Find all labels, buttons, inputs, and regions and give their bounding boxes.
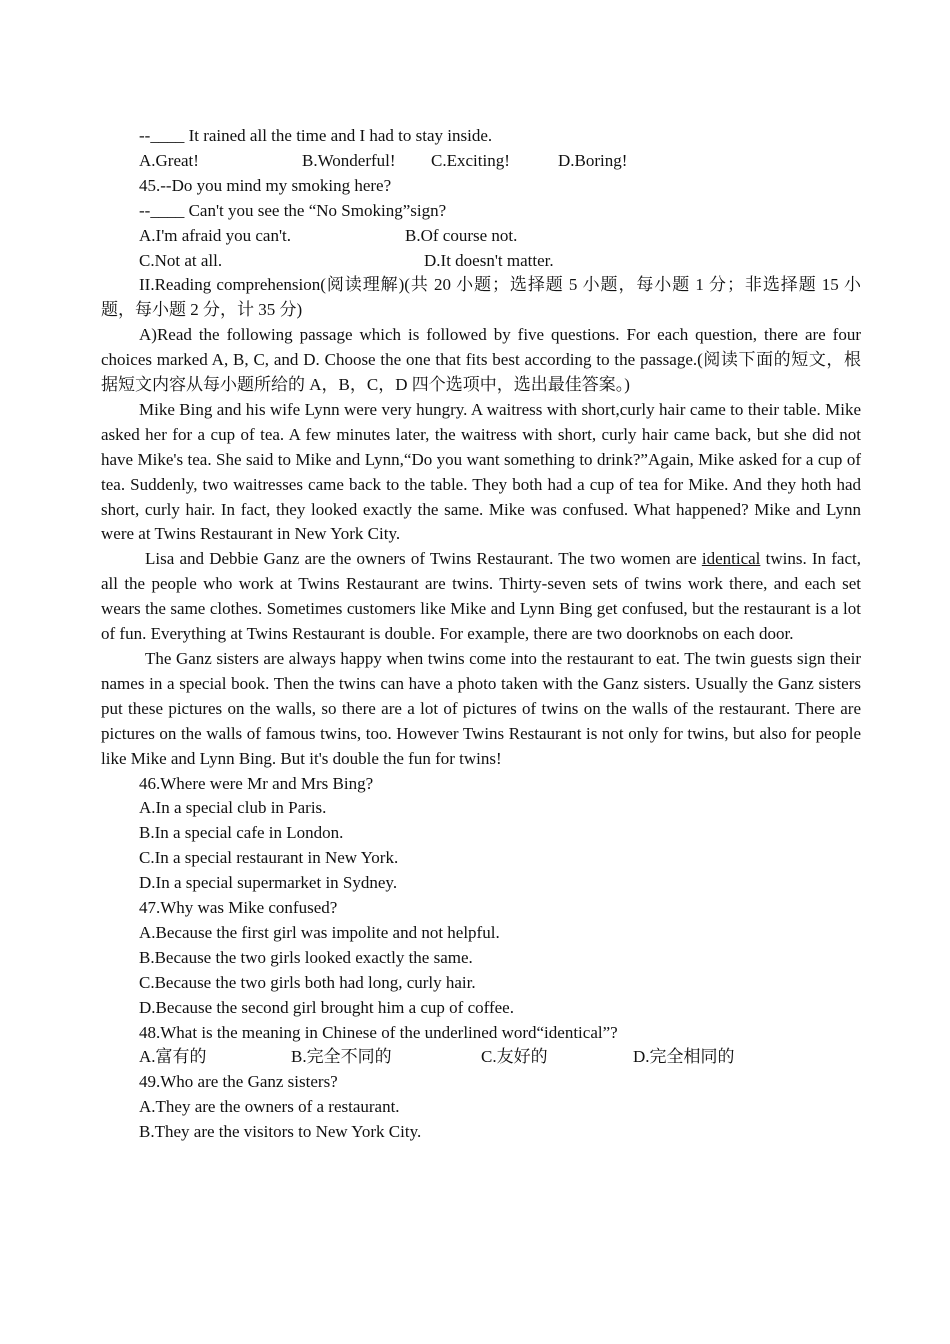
q48-option-b[interactable]: B.完全不同的 xyxy=(291,1047,392,1067)
passage-p2-after: twins. In fact, all the people who work at Twins Restaurant are twins. Thirty-seven sets of twins work there, and each set wears the same clothes. Sometimes customers like Mike and Lynn Bing get confused, but the restaurant is a lot of fun. Everything at Twins Restaurant is double. For example, there are two doorknobs on each door. xyxy=(101,549,861,644)
part-a-instructions: A)Read the following passage which is followed by five questions. For each question, there are four choices marked A, B, C, and D. Choose the one that fits best according to the passage.(阅读下面的短文，根据短文内容从每小题所给的 A，B，C，D 四个选项中，选出最佳答案。) xyxy=(101,325,861,395)
q48-option-a[interactable]: A.富有的 xyxy=(139,1047,207,1067)
q44-reply: --____ It rained all the time and I had to stay inside. xyxy=(139,126,493,145)
q46-option-a[interactable]: A.In a special club in Paris. xyxy=(139,798,327,818)
q47-stem: 47.Why was Mike confused? xyxy=(139,898,338,918)
passage-paragraph-2 xyxy=(101,547,861,647)
q47-option-d[interactable]: D.Because the second girl brought him a cup of coffee. xyxy=(139,997,514,1017)
q44-option-a[interactable]: A.Great! xyxy=(139,150,199,170)
q44-options xyxy=(101,149,861,174)
q46-option-d[interactable]: D.In a special supermarket in Sydney. xyxy=(139,873,398,893)
q44-option-c[interactable]: C.Exciting! xyxy=(431,150,510,170)
q45-stem: 45.--Do you mind my smoking here? xyxy=(139,175,392,195)
q45-option-a[interactable]: A.I'm afraid you can't. xyxy=(139,225,291,245)
exam-page xyxy=(101,124,861,1145)
q48-option-d[interactable]: D.完全相同的 xyxy=(633,1047,735,1067)
q48-option-c[interactable]: C.友好的 xyxy=(481,1047,548,1067)
q45-options-row1 xyxy=(101,224,861,249)
q45-option-d[interactable]: D.It doesn't matter. xyxy=(424,250,554,270)
passage-paragraph-1: Mike Bing and his wife Lynn were very hungry. A waitress with short,curly hair came to their table. Mike asked her for a cup of tea. A few minutes later, the waitress with short, curly hair came back, but she did not have Mike's tea. She said to Mike and Lynn,“Do you want something to drink?”Again, Mike asked for a cup of tea. Suddenly, two waitresses came back to the table. They both had a cup of tea for Mike. And they hoth had short, curly hair. In fact, they looked exactly the same. Mike was confused. What happened? Mike and Lynn were at Twins Restaurant in New York City. xyxy=(101,399,861,544)
q47-option-a[interactable]: A.Because the first girl was impolite and not helpful. xyxy=(139,922,500,942)
q49-stem: 49.Who are the Ganz sisters? xyxy=(139,1072,338,1092)
q44-option-d[interactable]: D.Boring! xyxy=(558,150,628,170)
q49-option-a[interactable]: A.They are the owners of a restaurant. xyxy=(139,1097,400,1117)
q45-option-c[interactable]: C.Not at all. xyxy=(139,250,223,270)
q48-stem: 48.What is the meaning in Chinese of the underlined word“identical”? xyxy=(139,1022,618,1042)
q49-option-b[interactable]: B.They are the visitors to New York City. xyxy=(139,1122,422,1142)
q45-options-row2 xyxy=(101,249,861,274)
section-heading: II.Reading comprehension(阅读理解)(共 20 小题；选择题 5 小题，每小题 1 分；非选择题 15 小题，每小题 2 分，计 35 分) xyxy=(101,275,861,320)
q46-option-c[interactable]: C.In a special restaurant in New York. xyxy=(139,848,399,868)
q47-option-b[interactable]: B.Because the two girls looked exactly the same. xyxy=(139,947,473,967)
passage-paragraph-3: The Ganz sisters are always happy when twins come into the restaurant to eat. The twin guests sign their names in a special book. Then the twins can have a photo taken with the Ganz sisters. Usually the Ganz sisters put these pictures on the walls, so there are a lot of pictures of twins on the walls of the restaurant. There are pictures on the walls of famous twins, too. However Twins Restaurant is not only for twins, but also for people like Mike and Lynn Bing. But it's double the fun for twins! xyxy=(101,648,861,768)
q46-option-b[interactable]: B.In a special cafe in London. xyxy=(139,823,344,843)
passage-p2-before: Lisa and Debbie Ganz are the owners of Twins Restaurant. The two women are xyxy=(145,549,702,569)
q45-option-b[interactable]: B.Of course not. xyxy=(405,225,518,245)
q45-reply: --____ Can't you see the “No Smoking”sign? xyxy=(139,200,447,220)
q46-stem: 46.Where were Mr and Mrs Bing? xyxy=(139,773,374,793)
q47-option-c[interactable]: C.Because the two girls both had long, curly hair. xyxy=(139,972,476,992)
q44-option-b[interactable]: B.Wonderful! xyxy=(302,150,396,170)
underlined-word: identical xyxy=(701,549,761,569)
q48-options xyxy=(101,1045,861,1070)
